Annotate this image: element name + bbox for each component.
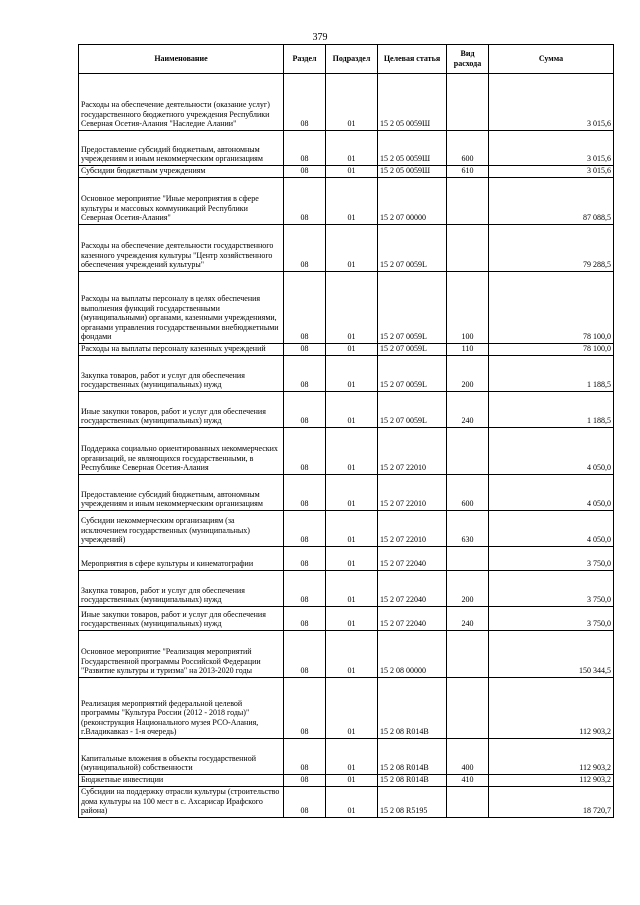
row-podrazdel: 01: [326, 428, 378, 475]
row-summa: 112 903,2: [489, 775, 614, 787]
row-razdel: 08: [284, 178, 326, 225]
row-celevaya-statya: 15 2 08 R014В: [378, 775, 447, 787]
row-vid-rashoda: [447, 787, 489, 818]
row-summa: 4 050,0: [489, 475, 614, 511]
table-row: [79, 547, 614, 571]
row-podrazdel: 01: [326, 178, 378, 225]
row-name: Основное мероприятие "Иные мероприятия в сфере культуры и массовых коммуникаций Республики Северная Осетия-Алания": [79, 178, 284, 225]
row-podrazdel: 01: [326, 392, 378, 428]
row-podrazdel: 01: [326, 607, 378, 631]
row-razdel: 08: [284, 392, 326, 428]
row-summa: 78 100,0: [489, 344, 614, 356]
row-name: Мероприятия в сфере культуры и кинематографии: [79, 547, 284, 571]
row-celevaya-statya: 15 2 07 22040: [378, 571, 447, 607]
row-name: Закупка товаров, работ и услуг для обеспечения государственных (муниципальных) нужд: [79, 571, 284, 607]
row-name: Расходы на выплаты персоналу казенных учреждений: [79, 344, 284, 356]
row-summa: 18 720,7: [489, 787, 614, 818]
row-celevaya-statya: 15 2 07 22010: [378, 475, 447, 511]
row-razdel: 08: [284, 428, 326, 475]
row-celevaya-statya: 15 2 08 R014В: [378, 678, 447, 739]
row-summa: 78 100,0: [489, 272, 614, 344]
row-podrazdel: 01: [326, 678, 378, 739]
row-name: Расходы на обеспечение деятельности (оказание услуг) государственного бюджетного учреждения Республики Северная Осетия-Алания "Наследие Алании": [79, 74, 284, 131]
row-podrazdel: 01: [326, 272, 378, 344]
table-row: [79, 739, 614, 775]
row-podrazdel: 01: [326, 571, 378, 607]
row-name: Предоставление субсидий бюджетным, автономным учреждениям и иным некоммерческим организациям: [79, 475, 284, 511]
row-podrazdel: 01: [326, 344, 378, 356]
row-razdel: 08: [284, 344, 326, 356]
row-name: Расходы на обеспечение деятельности государственного казенного учреждения культуры "Центр хозяйственного обеспечения учреждений культуры": [79, 225, 284, 272]
row-podrazdel: 01: [326, 356, 378, 392]
row-celevaya-statya: 15 2 07 0059L: [378, 272, 447, 344]
row-razdel: 08: [284, 272, 326, 344]
table-row: [79, 74, 614, 131]
table-row: [79, 678, 614, 739]
row-vid-rashoda: 110: [447, 344, 489, 356]
table-header-row: [79, 45, 614, 74]
row-summa: 4 050,0: [489, 511, 614, 547]
row-celevaya-statya: 15 2 07 22010: [378, 511, 447, 547]
row-razdel: 08: [284, 475, 326, 511]
table-row: [79, 344, 614, 356]
row-name: Субсидии некоммерческим организациям (за исключением государственных (муниципальных) учреждений): [79, 511, 284, 547]
row-summa: 112 903,2: [489, 739, 614, 775]
row-vid-rashoda: [447, 178, 489, 225]
row-razdel: 08: [284, 775, 326, 787]
row-name: Субсидии бюджетным учреждениям: [79, 166, 284, 178]
header-razdel: Раздел: [284, 45, 326, 74]
table-row: [79, 607, 614, 631]
row-vid-rashoda: 610: [447, 166, 489, 178]
table-row: [79, 166, 614, 178]
row-celevaya-statya: 15 2 07 0059L: [378, 392, 447, 428]
header-vid-rashoda: Вид расхода: [447, 45, 489, 74]
row-podrazdel: 01: [326, 547, 378, 571]
row-vid-rashoda: [447, 678, 489, 739]
table-row: [79, 392, 614, 428]
table-row: [79, 428, 614, 475]
row-razdel: 08: [284, 631, 326, 678]
row-celevaya-statya: 15 2 07 22040: [378, 607, 447, 631]
row-summa: 1 188,5: [489, 356, 614, 392]
table-row: [79, 787, 614, 818]
row-celevaya-statya: 15 2 05 0059Ш: [378, 74, 447, 131]
row-name: Закупка товаров, работ и услуг для обеспечения государственных (муниципальных) нужд: [79, 356, 284, 392]
row-razdel: 08: [284, 571, 326, 607]
row-vid-rashoda: [447, 428, 489, 475]
row-vid-rashoda: 200: [447, 356, 489, 392]
header-celevaya-statya: Целевая статья: [378, 45, 447, 74]
table-row: [79, 356, 614, 392]
row-celevaya-statya: 15 2 08 R014В: [378, 739, 447, 775]
row-vid-rashoda: 630: [447, 511, 489, 547]
header-podrazdel: Подраздел: [326, 45, 378, 74]
row-celevaya-statya: 15 2 08 R5195: [378, 787, 447, 818]
table-row: [79, 571, 614, 607]
row-summa: 3 015,6: [489, 131, 614, 166]
row-podrazdel: 01: [326, 131, 378, 166]
row-razdel: 08: [284, 166, 326, 178]
table-row: [79, 511, 614, 547]
row-summa: 4 050,0: [489, 428, 614, 475]
table-row: [79, 131, 614, 166]
header-summa: Сумма: [489, 45, 614, 74]
table-row: [79, 272, 614, 344]
row-vid-rashoda: 240: [447, 392, 489, 428]
row-name: Субсидии на поддержку отрасли культуры (строительство дома культуры на 100 мест в с. Ахсарисар Ирафского района): [79, 787, 284, 818]
header-naimenovanie: Наименование: [79, 45, 284, 74]
row-summa: 79 288,5: [489, 225, 614, 272]
row-razdel: 08: [284, 787, 326, 818]
row-podrazdel: 01: [326, 787, 378, 818]
row-podrazdel: 01: [326, 475, 378, 511]
row-vid-rashoda: 400: [447, 739, 489, 775]
row-razdel: 08: [284, 739, 326, 775]
table-row: [79, 775, 614, 787]
row-celevaya-statya: 15 2 07 0059L: [378, 225, 447, 272]
row-vid-rashoda: [447, 547, 489, 571]
row-summa: 3 015,6: [489, 166, 614, 178]
row-summa: 3 015,6: [489, 74, 614, 131]
row-name: Иные закупки товаров, работ и услуг для обеспечения государственных (муниципальных) нужд: [79, 607, 284, 631]
row-celevaya-statya: 15 2 08 00000: [378, 631, 447, 678]
row-razdel: 08: [284, 74, 326, 131]
row-celevaya-statya: 15 2 05 0059Ш: [378, 166, 447, 178]
table-row: [79, 631, 614, 678]
row-razdel: 08: [284, 511, 326, 547]
row-celevaya-statya: 15 2 05 0059Ш: [378, 131, 447, 166]
row-podrazdel: 01: [326, 166, 378, 178]
row-celevaya-statya: 15 2 07 22010: [378, 428, 447, 475]
table-row: [79, 475, 614, 511]
table-row: [79, 225, 614, 272]
row-name: Расходы на выплаты персоналу в целях обеспечения выполнения функций государственными (муниципальными) органами, казенными учреждениями, органами управления государственными внебюджетными фондами: [79, 272, 284, 344]
row-podrazdel: 01: [326, 631, 378, 678]
row-vid-rashoda: 240: [447, 607, 489, 631]
row-vid-rashoda: 100: [447, 272, 489, 344]
row-celevaya-statya: 15 2 07 22040: [378, 547, 447, 571]
row-razdel: 08: [284, 607, 326, 631]
row-vid-rashoda: 200: [447, 571, 489, 607]
row-name: Предоставление субсидий бюджетным, автономным учреждениям и иным некоммерческим организациям: [79, 131, 284, 166]
row-celevaya-statya: 15 2 07 00000: [378, 178, 447, 225]
row-summa: 112 903,2: [489, 678, 614, 739]
row-vid-rashoda: [447, 74, 489, 131]
row-vid-rashoda: 600: [447, 131, 489, 166]
row-summa: 150 344,5: [489, 631, 614, 678]
row-name: Бюджетные инвестиции: [79, 775, 284, 787]
row-razdel: 08: [284, 356, 326, 392]
row-vid-rashoda: 600: [447, 475, 489, 511]
row-summa: 87 088,5: [489, 178, 614, 225]
row-name: Иные закупки товаров, работ и услуг для обеспечения государственных (муниципальных) нужд: [79, 392, 284, 428]
row-podrazdel: 01: [326, 225, 378, 272]
row-name: Капитальные вложения в объекты государственной (муниципальной) собственности: [79, 739, 284, 775]
row-name: Реализация мероприятий федеральной целевой программы "Культура России (2012 - 2018 годы)" (реконструкция Национального музея РСО-Алания, г.Владикавказ - 1-я очередь): [79, 678, 284, 739]
row-razdel: 08: [284, 678, 326, 739]
row-vid-rashoda: 410: [447, 775, 489, 787]
row-razdel: 08: [284, 131, 326, 166]
row-razdel: 08: [284, 225, 326, 272]
row-name: Основное мероприятие "Реализация мероприятий Государственной программы Российской Федерации "Развитие культуры и туризма" на 2013-2020 годы: [79, 631, 284, 678]
row-summa: 3 750,0: [489, 607, 614, 631]
row-summa: 3 750,0: [489, 547, 614, 571]
row-podrazdel: 01: [326, 74, 378, 131]
row-vid-rashoda: [447, 631, 489, 678]
row-summa: 1 188,5: [489, 392, 614, 428]
row-podrazdel: 01: [326, 511, 378, 547]
row-name: Поддержка социально ориентированных некоммерческих организаций, не являющихся государственными, в Республике Северная Осетия-Алания: [79, 428, 284, 475]
row-summa: 3 750,0: [489, 571, 614, 607]
page-number: 379: [312, 32, 328, 43]
row-celevaya-statya: 15 2 07 0059L: [378, 344, 447, 356]
row-podrazdel: 01: [326, 739, 378, 775]
row-podrazdel: 01: [326, 775, 378, 787]
row-razdel: 08: [284, 547, 326, 571]
table-row: [79, 178, 614, 225]
row-celevaya-statya: 15 2 07 0059L: [378, 356, 447, 392]
budget-table: [78, 44, 614, 818]
row-vid-rashoda: [447, 225, 489, 272]
